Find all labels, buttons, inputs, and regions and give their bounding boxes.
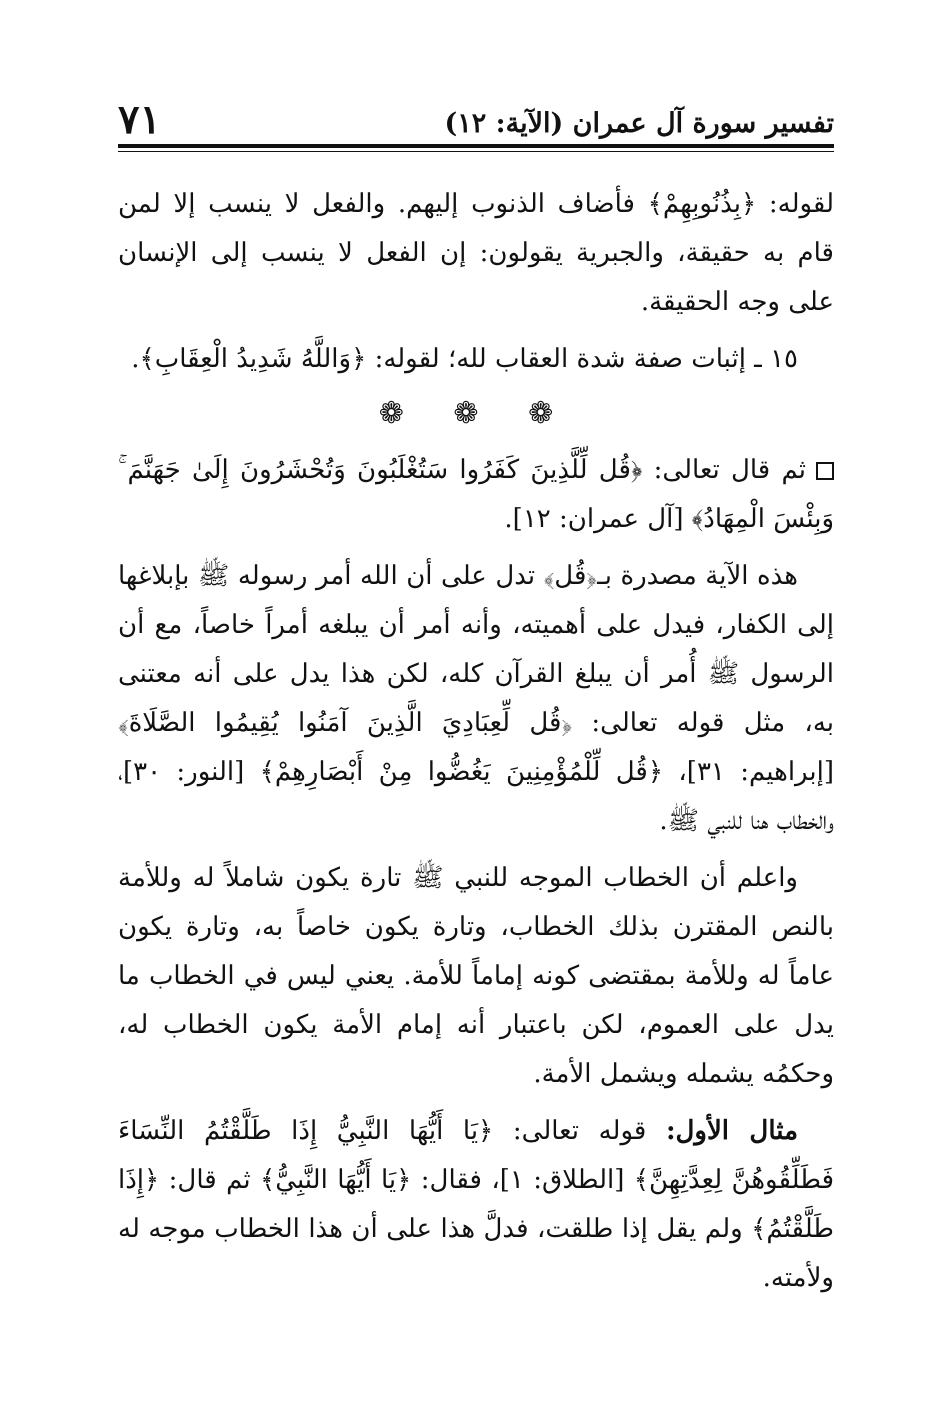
- paragraph-4-text: هذه الآية مصدرة بـ﴿قُل﴾ تدل على أن الله أمر رسوله ﷺ بإبلاغها إلى الكفار، فيدل على أهميته، وأنه أمر أن يبلغه أمراً خاصاً، مع أن الرسول ﷺ أُمر أن يبلغ القرآن كله، لكن هذا يدل على أنه معتنى به، مثل قوله تعالى: ﴿قُل لِّعِبَادِيَ الَّذِينَ آمَنُوا يُقِيمُوا الصَّلَاةَ﴾ [إبراهيم: ٣١]، ﴿قُل لِّلْمُؤْمِنِينَ يَغُضُّوا مِنْ أَبْصَارِهِمْ﴾ [النور: ٣٠]، والخطاب هنا للنبي ﷺ.: [118, 561, 834, 836]
- header-rule-thick: [118, 144, 834, 148]
- paragraph-6: [118, 1107, 834, 1303]
- header-rule-thin: [118, 151, 834, 152]
- book-page: [118, 0, 834, 1407]
- paragraph-1: [118, 180, 834, 327]
- running-header: [118, 96, 834, 146]
- page-number: ٧١: [118, 96, 161, 143]
- page-body: [118, 180, 834, 1311]
- paragraph-2: [118, 335, 834, 384]
- paragraph-1-text: لقوله: ﴿بِذُنُوبِهِمْ﴾ فأضاف الذنوب إليهم. والفعل لا ينسب إلا لمن قام به حقيقة، والجبرية يقولون: إن الفعل لا ينسب إلى الإنسان على وجه الحقيقة.: [118, 189, 834, 317]
- section-separator: ❁ ❁ ❁: [378, 396, 574, 431]
- paragraph-5: [118, 854, 834, 1099]
- paragraph-3-text: ثم قال تعالى: ﴿قُل لِّلَّذِينَ كَفَرُوا سَتُغْلَبُونَ وَتُحْشَرُونَ إِلَىٰ جَهَنَّمَ ۚ وَبِئْسَ الْمِهَادُ﴾ [آل عمران: ١٢].: [118, 455, 834, 534]
- paragraph-6-label: مثال الأول:: [665, 1116, 799, 1146]
- paragraph-6-text: قوله تعالى: ﴿يَا أَيُّهَا النَّبِيُّ إِذَا طَلَّقْتُمُ النِّسَاءَ فَطَلِّقُوهُنَّ لِعِدَّتِهِنَّ﴾ [الطلاق: ١]، فقال: ﴿يَا أَيُّهَا النَّبِيُّ﴾ ثم قال: ﴿إِذَا طَلَّقْتُمُ﴾ ولم يقل إذا طلقت، فدلَّ هذا على أن هذا الخطاب موجه له ولأمته.: [118, 1116, 834, 1293]
- square-bullet-icon: [816, 462, 834, 480]
- header-title: تفسير سورة آل عمران (الآية: ١٢): [444, 108, 834, 139]
- paragraph-3: [118, 446, 834, 544]
- paragraph-4: [118, 552, 834, 846]
- paragraph-5-text: واعلم أن الخطاب الموجه للنبي ﷺ تارة يكون شاملاً له وللأمة بالنص المقترن بذلك الخطاب، وتارة يكون خاصاً به، وتارة يكون عاماً له وللأمة بمقتضى كونه إماماً للأمة. يعني ليس في الخطاب ما يدل على العموم، لكن باعتبار أنه إمام الأمة يكون الخطاب له، وحكمُه يشمله ويشمل الأمة.: [118, 863, 834, 1089]
- paragraph-2-text: ١٥ ـ إثبات صفة شدة العقاب لله؛ لقوله: ﴿وَاللَّهُ شَدِيدُ الْعِقَابِ﴾.: [131, 344, 798, 374]
